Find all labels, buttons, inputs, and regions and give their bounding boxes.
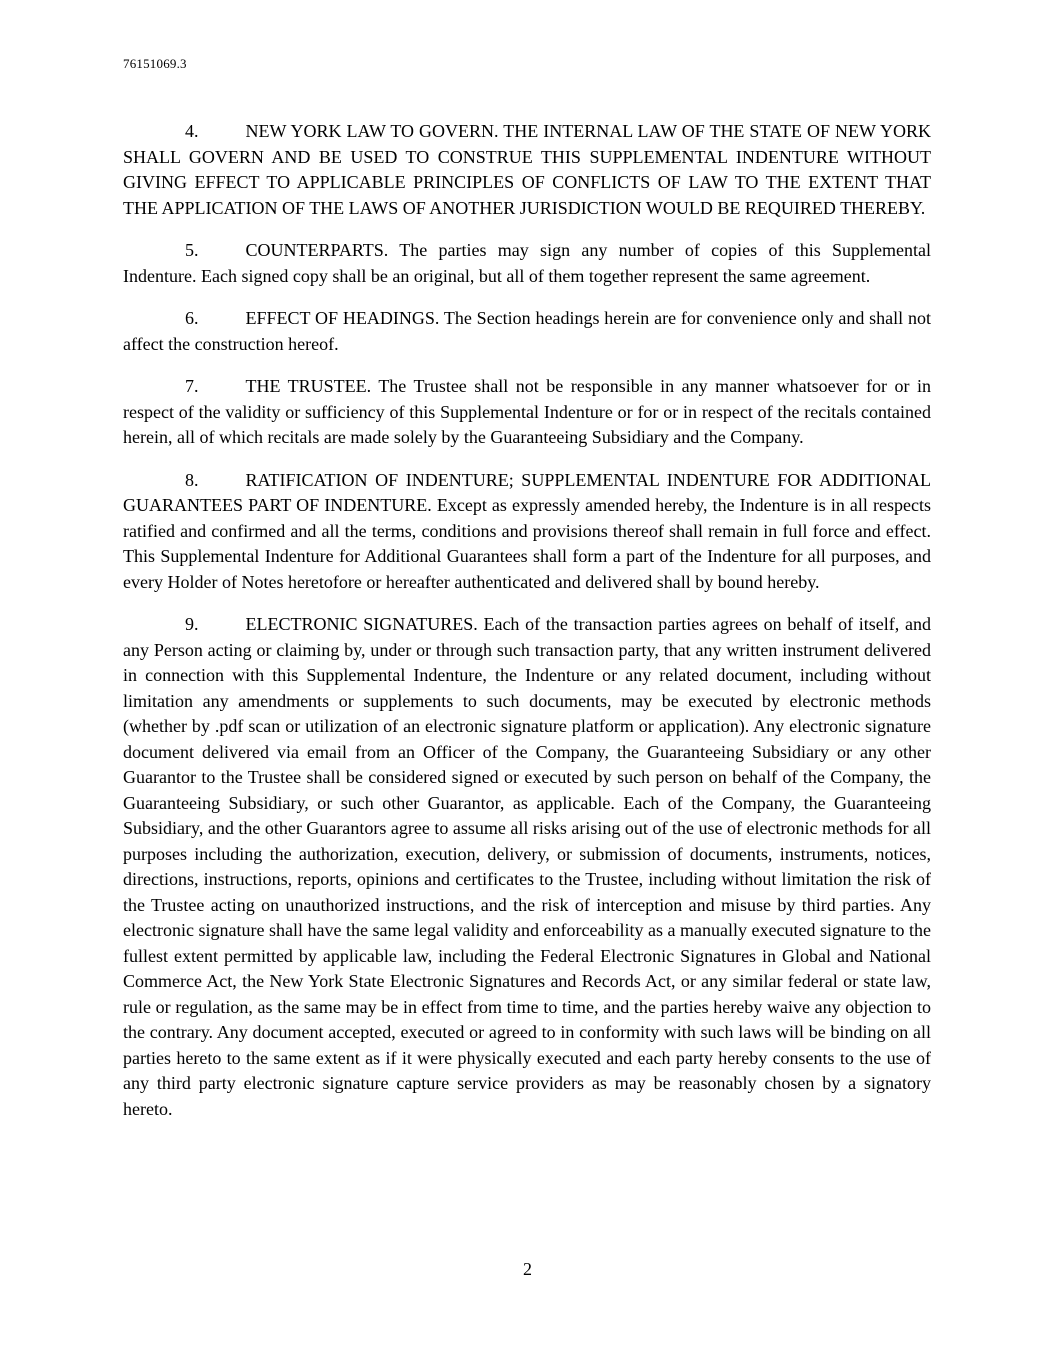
paragraph-body: The Trustee shall not be responsible in any manner whatsoever for or in respect of the validity or sufficiency of this Supplemental Indenture or for or in respect of the recitals contained herein, all of which recitals are made solely by the Guaranteeing Subsidiary and the Company. [123, 376, 931, 447]
paragraph-number: 9. [185, 614, 199, 634]
paragraph-body: Except as expressly amended hereby, the Indenture is in all respects ratified and confirmed and all the terms, conditions and provisions thereof shall remain in full force and effect. This Supplemental Indenture for Additional Guarantees shall form a part of the Indenture for all purposes, and every Holder of Notes heretofore or hereafter authenticated and delivered shall by bound hereby. [123, 495, 931, 592]
paragraph-number: 5. [185, 240, 199, 260]
paragraph-heading: RATIFICATION OF INDENTURE; SUPPLEMENTAL INDENTURE FOR ADDITIONAL GUARANTEES PART OF INDENTURE. [123, 469, 931, 515]
document-id: 76151069.3 [123, 56, 187, 71]
paragraph-heading: ELECTRONIC SIGNATURES. [245, 614, 478, 634]
paragraph-body: The parties may sign any number of copies of this Supplemental Indenture. Each signed copy shall be an original, but all of them together represent the same agreement. [123, 240, 931, 286]
paragraph-number: 8. [185, 469, 199, 490]
paragraph [123, 468, 931, 596]
paragraph-number: 4. [185, 121, 199, 141]
paragraph-heading: EFFECT OF HEADINGS. [245, 308, 440, 328]
page-number: 2 [523, 1259, 532, 1279]
paragraph-body: THE INTERNAL LAW OF THE STATE OF NEW YORK SHALL GOVERN AND BE USED TO CONSTRUE THIS SUPPLEMENTAL INDENTURE WITHOUT GIVING EFFECT TO APPLICABLE PRINCIPLES OF CONFLICTS OF LAW TO THE EXTENT THAT THE APPLICATION OF THE LAWS OF ANOTHER JURISDICTION WOULD BE REQUIRED THEREBY. [123, 121, 931, 218]
paragraph-heading: NEW YORK LAW TO GOVERN. [245, 121, 499, 141]
paragraph-number: 6. [185, 308, 199, 328]
paragraph [123, 238, 931, 289]
paragraph [123, 306, 931, 357]
paragraph-body: The Section headings herein are for convenience only and shall not affect the construction hereof. [123, 308, 931, 354]
paragraph [123, 612, 931, 1122]
paragraph [123, 119, 931, 221]
paragraph-heading: THE TRUSTEE. [245, 376, 372, 396]
paragraphs-container [123, 119, 931, 1122]
paragraph-body: Each of the transaction parties agrees on behalf of itself, and any Person acting or claiming by, under or through such transaction party, that any written instrument delivered in connection with this Supplemental Indenture, the Indenture or any related document, including without limitation any amendments or supplements to such documents, may be executed by electronic methods (whether by .pdf scan or utilization of an electronic signature platform or application). Any electronic signature document delivered via email from an Officer of the Company, the Guaranteeing Subsidiary or any other Guarantor to the Trustee shall be considered signed or executed by such person on behalf of the Company, the Guaranteeing Subsidiary, or such other Guarantor, as applicable. Each of the Company, the Guaranteeing Subsidiary, and the other Guarantors agree to assume all risks arising out of the use of electronic methods for all purposes including the authorization, execution, delivery, or submission of documents, instruments, notices, directions, instructions, reports, opinions and certificates to the Trustee, including without limitation the risk of the Trustee acting on unauthorized instructions, and the risk of interception and misuse by third parties. Any electronic signature shall have the same legal validity and enforceability as a manually executed signature to the fullest extent permitted by applicable law, including the Federal Electronic Signatures in Global and National Commerce Act, the New York State Electronic Signatures and Records Act, or any similar federal or state law, rule or regulation, as the same may be in effect from time to time, and the parties hereby waive any objection to the contrary. Any document accepted, executed or agreed to in conformity with such laws will be binding on all parties hereto to the same extent as if it were physically executed and each party hereby consents to the use of any third party electronic signature capture service providers as may be reasonably chosen by a signatory hereto. [123, 614, 931, 1119]
paragraph-number: 7. [185, 376, 199, 396]
paragraph-heading: COUNTERPARTS. [245, 240, 389, 260]
paragraph [123, 374, 931, 451]
